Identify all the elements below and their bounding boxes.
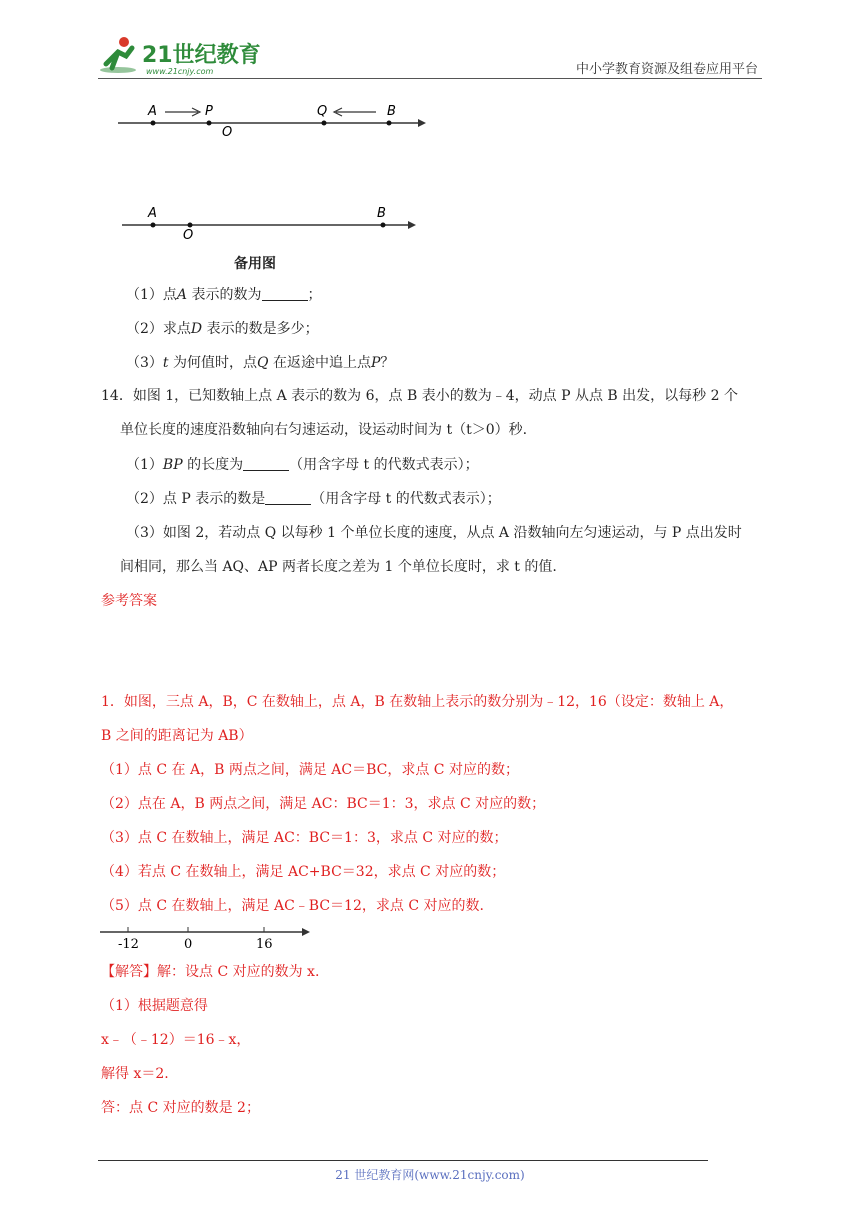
solution-step-4: 答：点 C 对应的数是 2； [101, 1100, 260, 1116]
answer-blank [243, 456, 289, 471]
label-o: O [222, 125, 233, 140]
answer-blank [262, 286, 308, 301]
answer-1-line-1: 1．如图，三点 A，B，C 在数轴上，点 A，B 在数轴上表示的数分别为﹣12，16（设定：数轴上 A， [101, 694, 734, 710]
footer-link[interactable]: 21 世纪教育网(www.21cnjy.com) [335, 1168, 525, 1182]
tick-label-minus-12: -12 [118, 937, 139, 952]
q13-part-2: （2）求点D 表示的数是多少； [126, 321, 319, 337]
logo-title: 21世纪教育 [142, 43, 261, 68]
answer-1-line-2: B 之间的距离记为 AB） [101, 728, 253, 744]
point-b [381, 223, 386, 228]
number-line-figure-1 [110, 98, 430, 143]
q14-line-2: 单位长度的速度沿数轴向右匀速运动，设运动时间为 t（t＞0）秒. [120, 422, 528, 438]
point-a [151, 223, 156, 228]
solution-step-3: 解得 x＝2. [101, 1066, 169, 1082]
point-q [322, 121, 327, 126]
point-p [207, 121, 212, 126]
answer-1-question-5: （5）点 C 在数轴上，满足 AC﹣BC＝12，求点 C 对应的数. [101, 898, 484, 914]
q14-part-1: （1）BP 的长度为 （用含字母 t 的代数式表示）； [126, 457, 479, 473]
solution-tag: 【解答】 [101, 964, 157, 980]
label-o: O [183, 228, 194, 243]
point-a [151, 121, 156, 126]
answer-blank [265, 490, 311, 505]
q13-part-3: （3）t 为何值时，点Q 在返途中追上点P？ [126, 355, 395, 371]
q13-part-1: （1）点A 表示的数为 ； [126, 287, 322, 303]
runner-logo-icon [96, 34, 266, 80]
q14-part-3-line-2: 间相同，那么当 AQ、AP 两者长度之差为 1 个单位长度时，求 t 的值. [120, 559, 557, 575]
label-b: B [387, 104, 396, 119]
answer-number-line [98, 924, 318, 954]
platform-name: 中小学教育资源及组卷应用平台 [575, 62, 758, 77]
tick-label-0: 0 [184, 937, 193, 952]
answer-1-question-2: （2）点在 A，B 两点之间，满足 AC：BC＝1：3，求点 C 对应的数； [101, 796, 546, 812]
solution-intro: 【解答】解：设点 C 对应的数为 x. [101, 964, 320, 980]
answer-1-question-3: （3）点 C 在数轴上，满足 AC：BC＝1：3，求点 C 对应的数； [101, 830, 508, 846]
number-line-figure-2 [110, 200, 430, 245]
point-b [387, 121, 392, 126]
tick-label-16: 16 [256, 937, 273, 952]
label-a: A [148, 206, 157, 221]
footer-divider [98, 1160, 708, 1161]
solution-step-1: （1）根据题意得 [101, 998, 208, 1014]
figure-caption: 备用图 [234, 256, 276, 272]
q14-line-1: 14．如图 1，已知数轴上点 A 表示的数为 6，点 B 表小的数为﹣4，动点 P 从点 B 出发，以每秒 2 个 [101, 388, 738, 404]
point-o [188, 223, 193, 228]
answer-1-question-1: （1）点 C 在 A，B 两点之间，满足 AC＝BC，求点 C 对应的数； [101, 762, 519, 778]
label-b: B [377, 206, 386, 221]
reference-answers-title: 参考答案 [101, 593, 157, 609]
q14-part-3-line-1: （3）如图 2，若动点 Q 以每秒 1 个单位长度的速度，从点 A 沿数轴向左匀速运动，与 P 点出发时 [126, 525, 742, 541]
header-divider [98, 78, 762, 79]
label-p: P [205, 104, 213, 119]
q14-part-2: （2）点 P 表示的数是 （用含字母 t 的代数式表示）； [126, 491, 501, 507]
label-q: Q [317, 104, 328, 119]
site-logo [96, 34, 266, 80]
label-a: A [148, 104, 157, 119]
logo-url: www.21cnjy.com [146, 67, 214, 76]
solution-step-2: x﹣（﹣12）＝16﹣x， [101, 1032, 251, 1048]
answer-1-question-4: （4）若点 C 在数轴上，满足 AC+BC＝32，求点 C 对应的数； [101, 864, 506, 880]
